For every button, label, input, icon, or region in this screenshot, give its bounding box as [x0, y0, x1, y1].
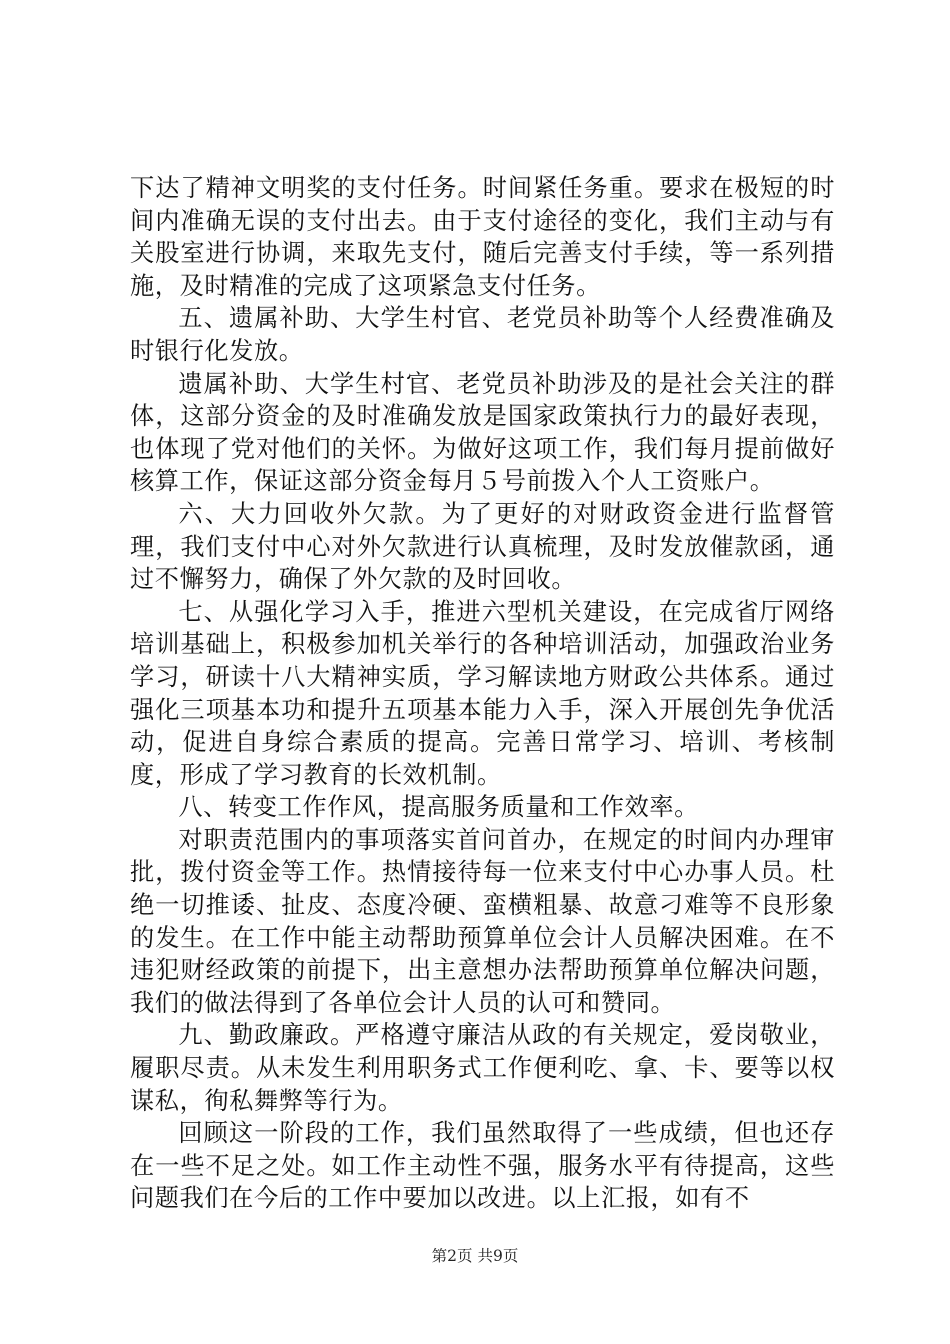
paragraph-section-7: 七、从强化学习入手，推进六型机关建设，在完成省厅网络培训基础上，积极参加机关举行的各种培训活动，加强政治业务学习，研读十八大精神实质，学习解读地方财政公共体系。通过强化三项基本功和提升五项基本能力入手，深入开展创先争优活动，促进自身综合素质的提高。完善日常学习、培训、考核制度，形成了学习教育的长效机制。 — [130, 597, 835, 789]
page-number-footer: 第2页 共9页 — [431, 1247, 519, 1265]
paragraph-section-6: 六、大力回收外欠款。为了更好的对财政资金进行监督管理，我们支付中心对外欠款进行认真梳理，及时发放催款函，通过不懈努力，确保了外欠款的及时回收。 — [130, 499, 835, 594]
paragraph-section-8-body: 对职责范围内的事项落实首问首办，在规定的时间内办理审批，拨付资金等工作。热情接待每一位来支付中心办事人员。杜绝一切推诿、扯皮、态度冷硬、蛮横粗暴、故意刁难等不良形象的发生。在工作中能主动帮助预算单位会计人员解决困难。在不违犯财经政策的前提下，出主意想办法帮助预算单位解决问题，我们的做法得到了各单位会计人员的认可和赞同。 — [130, 825, 835, 1017]
paragraph-section-5-body: 遗属补助、大学生村官、老党员补助涉及的是社会关注的群体，这部分资金的及时准确发放是国家政策执行力的最好表现，也体现了党对他们的关怀。为做好这项工作，我们每月提前做好核算工作，保证这部分资金每月５号前拨入个人工资账户。 — [130, 369, 835, 496]
document-body — [130, 172, 835, 1215]
paragraph-section-9: 九、勤政廉政。严格遵守廉洁从政的有关规定，爱岗敬业，履职尽责。从未发生利用职务式工作便利吃、拿、卡、要等以权谋私，徇私舞弊等行为。 — [130, 1021, 835, 1115]
paragraph-section-8-heading: 八、转变工作作风，提高服务质量和工作效率。 — [178, 793, 699, 822]
paragraph-section-5-heading: 五、遗属补助、大学生村官、老党员补助等个人经费准确及时银行化发放。 — [130, 304, 835, 365]
paragraph-review: 回顾这一阶段的工作，我们虽然取得了一些成绩，但也还存在一些不足之处。如工作主动性不强，服务水平有待提高，这些问题我们在今后的工作中要加以改进。以上汇报，如有不 — [130, 1119, 835, 1213]
paragraph-continuation: 下达了精神文明奖的支付任务。时间紧任务重。要求在极短的时间内准确无误的支付出去。由于支付途径的变化，我们主动与有关股室进行协调，来取先支付，随后完善支付手续，等一系列措施，及时精准的完成了这项紧急支付任务。 — [130, 174, 835, 300]
